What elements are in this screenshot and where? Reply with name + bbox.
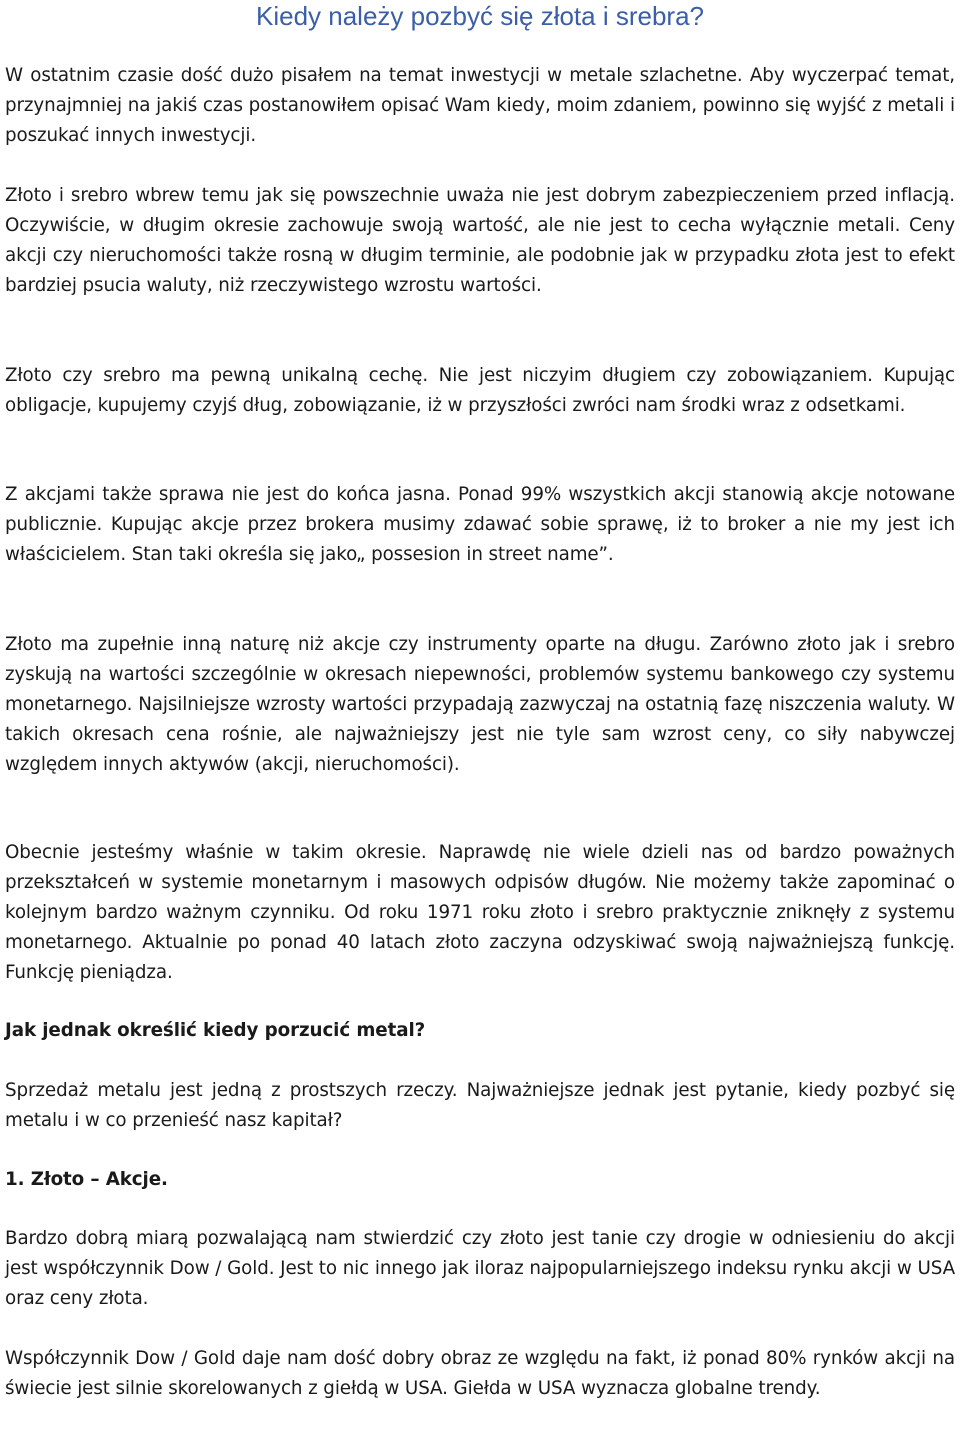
paragraph-inflation: Złoto i srebro wbrew temu jak się powszechnie uważa nie jest dobrym zabezpieczeniem przed inflacją. Oczywiście, w długim okresie zachowuje swoją wartość, ale nie jest to cecha wyłącznie metali. Ceny akcji czy nieruchomości także rosną w długim terminie, ale podobnie jak w przypadku złota jest to efekt bardziej psucia waluty, niż rzeczywistego wzrostu wartości. <box>5 185 955 296</box>
paragraph-gold-nature: Złoto ma zupełnie inną naturę niż akcje czy instrumenty oparte na długu. Zarówno złoto jak i srebro zyskują na wartości szczególnie w okresach niepewności, problemów systemu bankowego czy systemu monetarnego. Najsilniejsze wzrosty wartości przypadają zazwyczaj na ostatnią fazę niszczenia waluty. W takich okresach cena rośnie, ale najważniejszy jest nie tyle sam wzrost ceny, co siły nabywczej względem innych aktywów (akcji, nieruchomości). <box>5 634 955 775</box>
paragraph-selling-metal: Sprzedaż metalu jest jedną z prostszych rzeczy. Najważniejsze jednak jest pytanie, kiedy pozbyć się metalu i w co przenieść nasz kapitał? <box>5 1080 955 1131</box>
paragraph-intro: W ostatnim czasie dość dużo pisałem na temat inwestycji w metale szlachetne. Aby wyczerpać temat, przynajmniej na jakiś czas postanowiłem opisać Wam kiedy, moim zdaniem, powinno się wyjść z metali i poszukać innych inwestycji. <box>5 65 955 146</box>
subsection-heading-gold-stocks: 1. Złoto – Akcje. <box>5 1169 168 1190</box>
article-title: Kiedy należy pozbyć się złota i srebra? <box>255 1 704 31</box>
section-heading: Jak jednak określić kiedy porzucić metal? <box>5 1020 426 1041</box>
paragraph-current-period: Obecnie jesteśmy właśnie w takim okresie. Naprawdę nie wiele dzieli nas od bardzo poważnych przekształceń w systemie monetarnym i masowych odpisów długów. Nie możemy także zapominać o kolejnym bardzo ważnym czynniku. Od roku 1971 roku złoto i srebro praktycznie zniknęły z systemu monetarnego. Aktualnie po ponad 40 latach złoto zaczyna odzyskiwać swoją najważniejszą funkcję. Funkcję pieniądza. <box>5 842 955 983</box>
paragraph-dow-gold-measure: Bardzo dobrą miarą pozwalającą nam stwierdzić czy złoto jest tanie czy drogie w odniesieniu do akcji jest współczynnik Dow / Gold. Jest to nic innego jak iloraz najpopularniejszego indeksu rynku akcji w USA oraz ceny złota. <box>5 1228 955 1309</box>
paragraph-dow-gold-ratio: Współczynnik Dow / Gold daje nam dość dobry obraz ze względu na fakt, iż ponad 80% rynków akcji na świecie jest silnie skorelowanych z giełdą w USA. Giełda w USA wyznacza globalne trendy. <box>5 1348 955 1399</box>
paragraph-stocks: Z akcjami także sprawa nie jest do końca jasna. Ponad 99% wszystkich akcji stanowią akcje notowane publicznie. Kupując akcje przez brokera musimy zdawać sobie sprawę, iż to broker a nie my jest ich właścicielem. Stan taki określa się jako„ possesion in street name”. <box>5 484 955 565</box>
paragraph-unique-feature: Złoto czy srebro ma pewną unikalną cechę. Nie jest niczyim długiem czy zobowiązaniem. Kupując obligacje, kupujemy czyjś dług, zobowiązanie, iż w przyszłości zwróci nam środki wraz z odsetkami. <box>5 365 955 416</box>
